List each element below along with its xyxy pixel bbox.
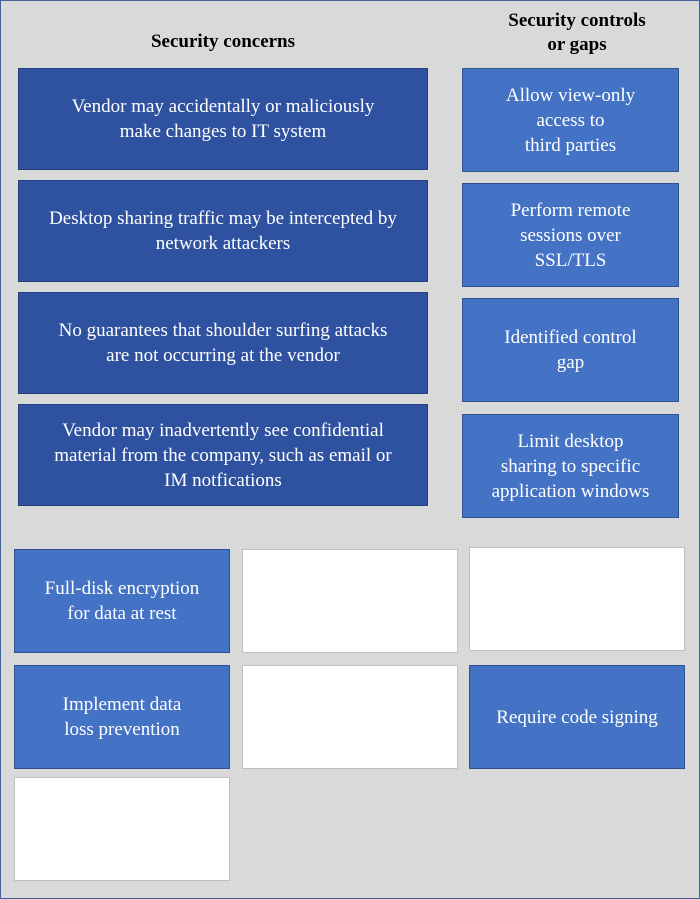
concern-vendor-changes: Vendor may accidentally or maliciously make changes to IT system [18,68,428,170]
option-full-disk-encryption[interactable]: Full-disk encryption for data at rest [14,549,230,653]
control-view-only-access[interactable]: Allow view-only access to third parties [462,68,679,172]
concern-confidential-material: Vendor may inadvertently see confidential material from the company, such as email or IM notfications [18,404,428,506]
empty-option-slot [14,777,230,881]
option-data-loss-prevention[interactable]: Implement data loss prevention [14,665,230,769]
empty-option-slot [469,547,685,651]
security-controls-heading: Security controls or gaps [508,10,646,55]
option-require-code-signing[interactable]: Require code signing [469,665,685,769]
empty-option-slot [242,665,458,769]
control-limit-desktop-sharing[interactable]: Limit desktop sharing to specific application windows [462,414,679,518]
empty-option-slot [242,549,458,653]
concern-traffic-intercepted: Desktop sharing traffic may be intercepted by network attackers [18,180,428,282]
control-remote-sessions-ssl[interactable]: Perform remote sessions over SSL/TLS [462,183,679,287]
control-identified-gap[interactable]: Identified control gap [462,298,679,402]
security-concerns-heading: Security concerns [150,31,296,52]
concern-shoulder-surfing: No guarantees that shoulder surfing attacks are not occurring at the vendor [18,292,428,394]
